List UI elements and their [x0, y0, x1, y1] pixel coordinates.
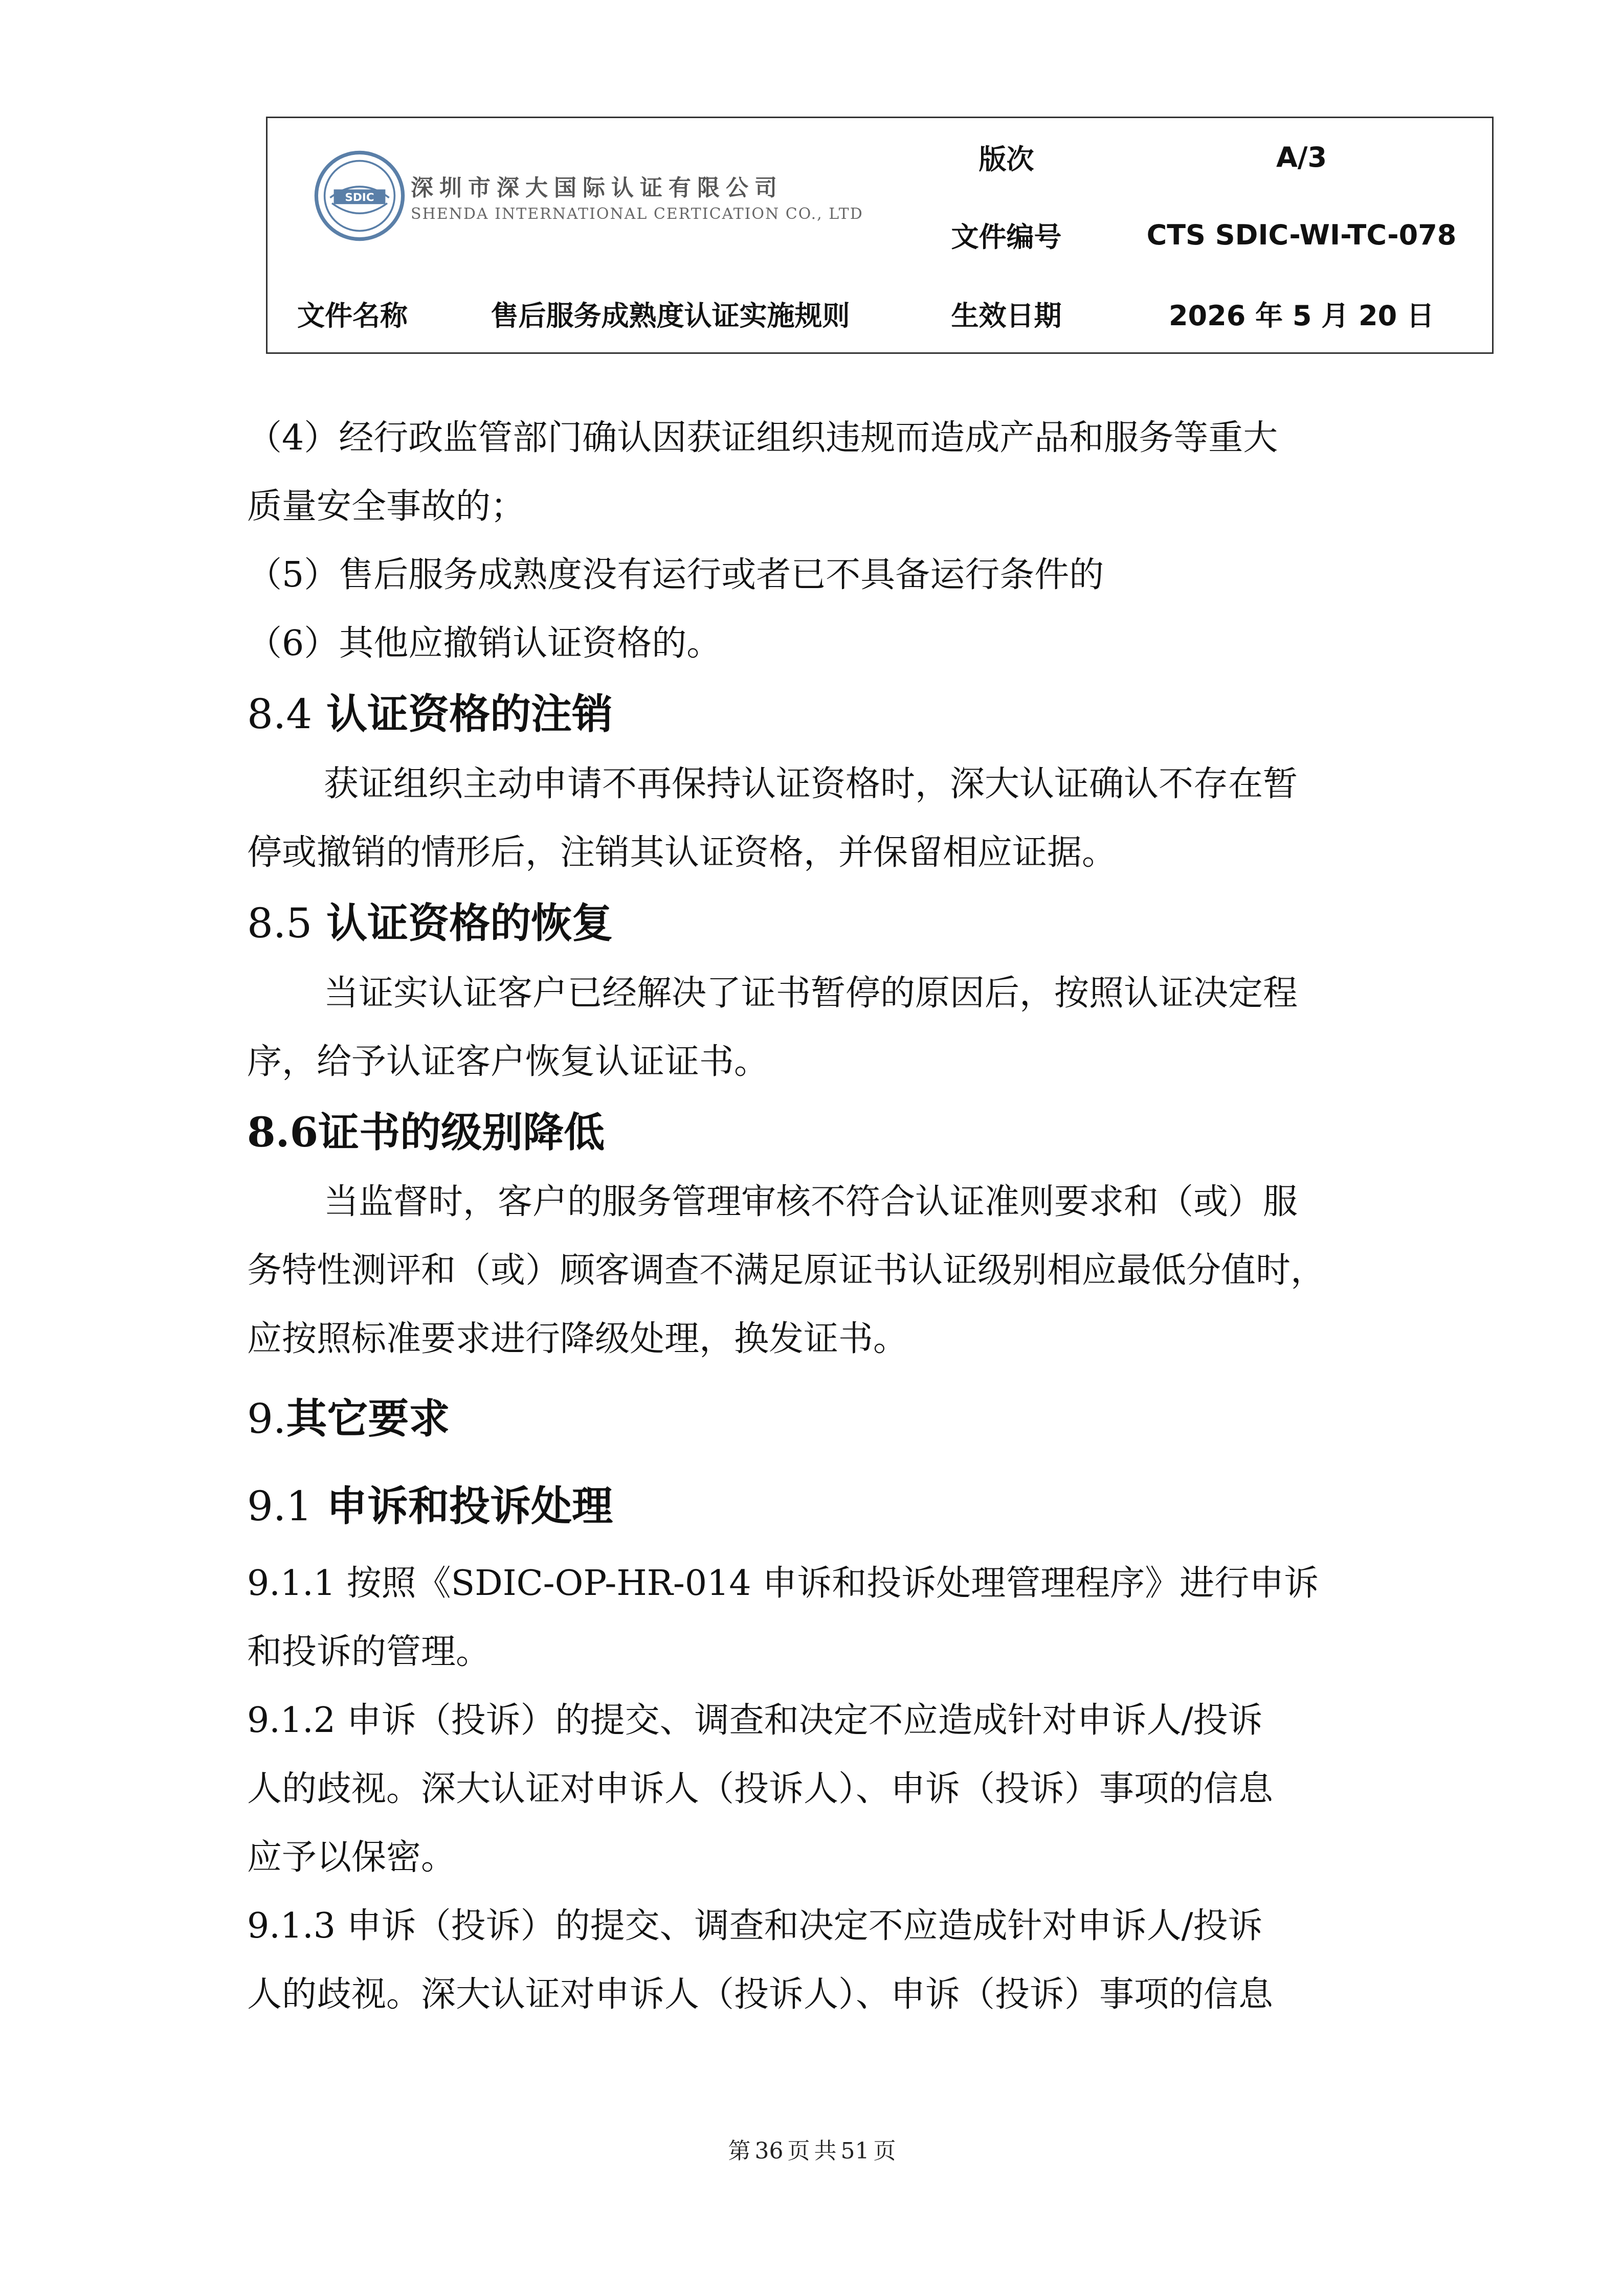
section-heading-8-6: 8.6证书的级别降低 [247, 1108, 605, 1156]
paragraph-line: 和投诉的管理。 [247, 1632, 491, 1672]
document-body [247, 404, 1393, 2029]
section-number: 9. [247, 1395, 286, 1443]
current-page-number: 36 [754, 2138, 784, 2164]
paragraph-line: 9.1.2 申诉（投诉）的提交、调查和决定不应造成针对申诉人/投诉 [247, 1700, 1263, 1741]
section-heading-8-5 [247, 887, 1393, 959]
section-number: 9.1 [247, 1482, 313, 1530]
doc-name-value: 售后服务成熟度认证实施规则 [491, 300, 850, 332]
page-footer [0, 2132, 1624, 2165]
section-number: 8.4 [247, 690, 313, 738]
doc-number-value: CTS SDIC-WI-TC-078 [1146, 218, 1457, 251]
section-heading-8-4 [247, 678, 1393, 750]
company-name-en: SHENDA INTERNATIONAL CERTICATION CO., LTD [411, 205, 863, 223]
body-line: （5）售后服务成熟度没有运行或者已不具备运行条件的 [247, 555, 1104, 595]
paragraph-line: 当监督时，客户的服务管理审核不符合认证准则要求和（或）服 [324, 1182, 1298, 1222]
body-line: （6）其他应撤销认证资格的。 [247, 623, 722, 664]
section-title: 申诉和投诉处理 [326, 1482, 613, 1530]
paragraph-line: 序，给予认证客户恢复认证证书。 [247, 1042, 769, 1082]
doc-name-label: 文件名称 [297, 300, 408, 332]
footer-suffix: 页 [873, 2138, 896, 2164]
version-label: 版次 [978, 143, 1034, 175]
paragraph-line: 务特性测评和（或）顾客调查不满足原证书认证级别相应最低分值时， [247, 1250, 1326, 1291]
paragraph-line: 获证组织主动申请不再保持认证资格时，深大认证确认不存在暂 [324, 764, 1298, 804]
svg-text:SDIC: SDIC [345, 191, 374, 204]
paragraph-line: 9.1.3 申诉（投诉）的提交、调查和决定不应造成针对申诉人/投诉 [247, 1906, 1263, 1946]
total-page-number: 51 [840, 2138, 870, 2164]
paragraph-line: 停或撤销的情形后，注销其认证资格，并保留相应证据。 [247, 832, 1117, 873]
company-logo-cell [268, 118, 903, 274]
document-header-table [266, 117, 1494, 354]
section-number: 8.5 [247, 899, 313, 947]
doc-number-label: 文件编号 [951, 220, 1062, 253]
footer-total-word: 共 [814, 2138, 837, 2164]
footer-prefix: 第 [728, 2138, 751, 2164]
section-heading-9 [247, 1383, 1393, 1455]
paragraph-line: 人的歧视。深大认证对申诉人（投诉人）、申诉（投诉）事项的信息 [247, 1974, 1274, 2015]
paragraph-line: 9.1.1 按照《SDIC-OP-HR-014 申诉和投诉处理管理程序》进行申诉 [247, 1563, 1319, 1604]
effective-date-label: 生效日期 [951, 300, 1062, 332]
section-title: 认证资格的恢复 [326, 899, 613, 947]
paragraph-line: 当证实认证客户已经解决了证书暂停的原因后，按照认证决定程 [324, 973, 1298, 1014]
paragraph-line: 应按照标准要求进行降级处理，换发证书。 [247, 1319, 908, 1359]
body-line: 质量安全事故的； [247, 486, 526, 527]
version-value: A/3 [1276, 141, 1327, 173]
footer-page-word: 页 [787, 2138, 810, 2164]
company-name-cn: 深圳市深大国际认证有限公司 [411, 174, 783, 201]
body-line: （4）经行政监管部门确认因获证组织违规而造成产品和服务等重大 [247, 418, 1278, 458]
section-title: 其它要求 [286, 1394, 450, 1443]
paragraph-line: 人的歧视。深大认证对申诉人（投诉人）、申诉（投诉）事项的信息 [247, 1769, 1274, 1809]
section-heading-9-1 [247, 1470, 1393, 1542]
paragraph-line: 应予以保密。 [247, 1837, 456, 1878]
section-title: 认证资格的注销 [326, 690, 613, 738]
effective-date-value: 2026 年 5 月 20 日 [1168, 300, 1434, 332]
company-logo-icon [314, 150, 406, 242]
